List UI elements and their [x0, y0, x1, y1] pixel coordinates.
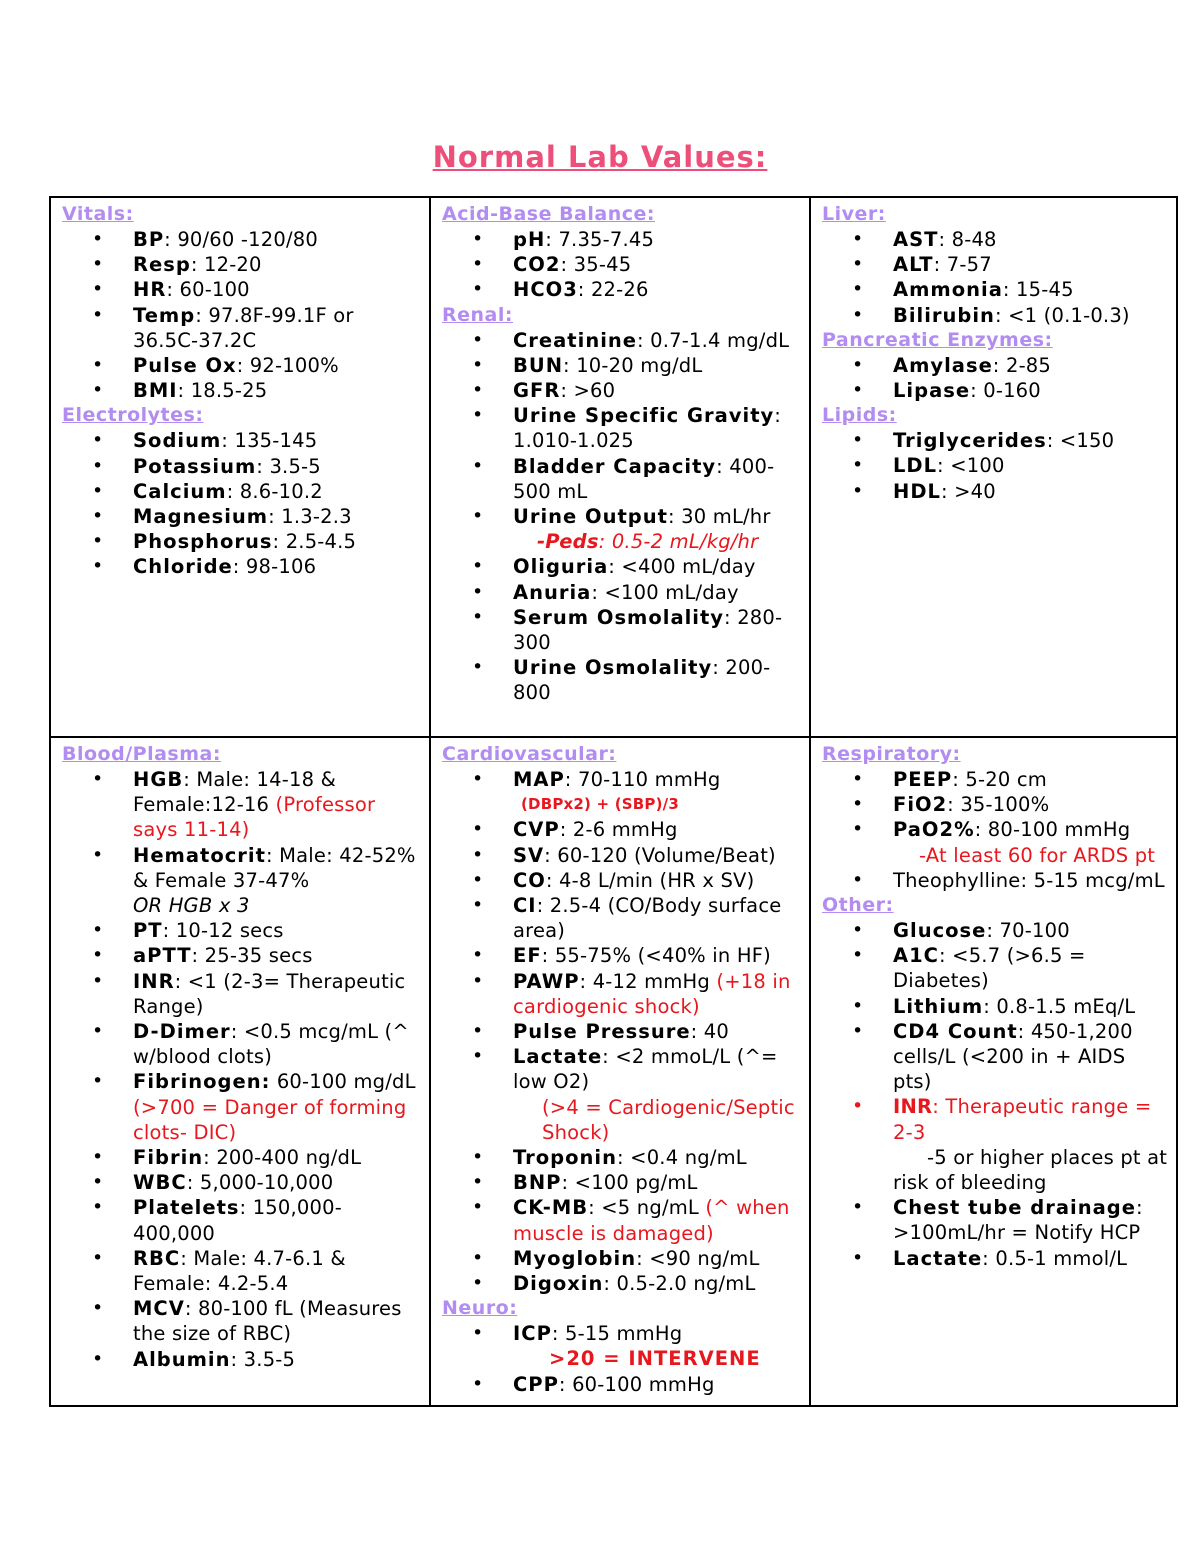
list-item: • CVP: 2-6 mmHg: [442, 817, 801, 842]
liver-lipids-cell: [810, 197, 1177, 737]
list-item: • Bladder Capacity: 400-500 mL: [442, 454, 801, 504]
pancreatic-heading: Pancreatic Enzymes:: [822, 328, 1053, 351]
list-item: • Temp: 97.8F-99.1F or 36.5C-37.2C: [62, 303, 421, 353]
peds-note: -Peds: 0.5-2 mL/kg/hr: [537, 530, 759, 554]
list-item: • BP: 90/60 -120/80: [62, 227, 421, 252]
list-item: • MAP: 70-110 mmHg (DBPx2) + (SBP)/3: [442, 767, 801, 817]
list-item: • CPP: 60-100 mmHg: [442, 1372, 801, 1397]
vitals-electrolytes-cell: [50, 197, 430, 737]
neuro-list: [442, 1321, 801, 1397]
list-item: • BUN: 10-20 mg/dL: [442, 353, 801, 378]
list-item: • Troponin: <0.4 ng/mL: [442, 1145, 801, 1170]
list-item: • INR: <1 (2-3= Therapeutic Range): [62, 969, 421, 1019]
list-item: • Lactate: 0.5-1 mmol/L: [822, 1246, 1168, 1271]
list-item: • Chest tube drainage: >100mL/hr = Notify HCP: [822, 1195, 1168, 1245]
cardio-list: [442, 767, 801, 1296]
list-item: • EF: 55-75% (<40% in HF): [442, 943, 801, 968]
list-item: • BNP: <100 pg/mL: [442, 1170, 801, 1195]
list-item: • Lipase: 0-160: [822, 378, 1168, 403]
list-item: • LDL: <100: [822, 453, 1168, 478]
list-item: • CI: 2.5-4 (CO/Body surface area): [442, 893, 801, 943]
list-item: • Fibrin: 200-400 ng/dL: [62, 1145, 421, 1170]
list-item: • INR: Therapeutic range = 2-3 -5 or higher places pt at risk of bleeding: [822, 1094, 1168, 1195]
acid-base-renal-cell: [430, 197, 810, 737]
other-heading: Other:: [822, 894, 894, 917]
cardio-neuro-cell: [430, 737, 810, 1406]
list-item: • MCV: 80-100 fL (Measures the size of RBC): [62, 1296, 421, 1346]
list-item: • Lithium: 0.8-1.5 mEq/L: [822, 994, 1168, 1019]
list-item: • RBC: Male: 4.7-6.1 & Female: 4.2-5.4: [62, 1246, 421, 1296]
list-item: • GFR: >60: [442, 378, 801, 403]
electrolytes-heading: Electrolytes:: [62, 404, 204, 427]
list-item: • HCO3: 22-26: [442, 277, 801, 302]
list-item: • AST: 8-48: [822, 227, 1168, 252]
list-item: • PEEP: 5-20 cm: [822, 767, 1168, 792]
list-item: • Oliguria: <400 mL/day: [442, 554, 801, 579]
list-item: • Hematocrit: Male: 42-52% & Female 37-47% OR HGB x 3: [62, 843, 421, 919]
list-item: • ICP: 5-15 mmHg >20 = INTERVENE: [442, 1321, 801, 1371]
list-item: • Ammonia: 15-45: [822, 277, 1168, 302]
list-item: • Potassium: 3.5-5: [62, 454, 421, 479]
list-item: • PT: 10-12 secs: [62, 918, 421, 943]
list-item: • SV: 60-120 (Volume/Beat): [442, 843, 801, 868]
list-item: • Urine Output: 30 mL/hr -Peds: 0.5-2 mL/kg/hr: [442, 504, 801, 554]
vitals-list: [62, 227, 421, 403]
liver-list: [822, 227, 1168, 328]
list-item: • Phosphorus: 2.5-4.5: [62, 529, 421, 554]
list-item: • FiO2: 35-100%: [822, 792, 1168, 817]
liver-heading: Liver:: [822, 203, 886, 225]
acid-base-heading: Acid-Base Balance:: [442, 203, 655, 225]
list-item: • Bilirubin: <1 (0.1-0.3): [822, 303, 1168, 328]
list-item: • Albumin: 3.5-5: [62, 1347, 421, 1372]
lipids-heading: Lipids:: [822, 404, 897, 427]
list-item: • Urine Osmolality: 200-800: [442, 655, 801, 705]
list-item: • aPTT: 25-35 secs: [62, 943, 421, 968]
list-item: • Urine Specific Gravity: 1.010-1.025: [442, 403, 801, 453]
list-item: • Chloride: 98-106: [62, 554, 421, 579]
list-item: • Fibrinogen: 60-100 mg/dL (>700 = Danger of forming clots- DIC): [62, 1069, 421, 1145]
list-item: • Pulse Ox: 92-100%: [62, 353, 421, 378]
list-item: • Pulse Pressure: 40: [442, 1019, 801, 1044]
list-item: • PaO2%: 80-100 mmHg -At least 60 for ARDS pt: [822, 817, 1168, 867]
list-item: • Digoxin: 0.5-2.0 ng/mL: [442, 1271, 801, 1296]
vitals-heading: Vitals:: [62, 203, 134, 225]
list-item: • HR: 60-100: [62, 277, 421, 302]
list-item: • WBC: 5,000-10,000: [62, 1170, 421, 1195]
list-item: • CO2: 35-45: [442, 252, 801, 277]
list-item: • ALT: 7-57: [822, 252, 1168, 277]
list-item: • Lactate: <2 mmoL/L (^= low O2) (>4 = Cardiogenic/Septic Shock): [442, 1044, 801, 1145]
lipids-list: [822, 428, 1168, 504]
list-item: • CD4 Count: 450-1,200 cells/L (<200 in + AIDS pts): [822, 1019, 1168, 1095]
list-item: • Serum Osmolality: 280-300: [442, 605, 801, 655]
electrolytes-list: [62, 428, 421, 579]
resp-list: [822, 767, 1168, 893]
resp-other-cell: [810, 737, 1177, 1406]
page-title: Normal Lab Values:: [432, 140, 768, 174]
neuro-heading: Neuro:: [442, 1297, 518, 1320]
blood-heading: Blood/Plasma:: [62, 743, 221, 765]
list-item: • Triglycerides: <150: [822, 428, 1168, 453]
list-item: • pH: 7.35-7.45: [442, 227, 801, 252]
list-item: • HGB: Male: 14-18 & Female:12-16 (Professor says 11-14): [62, 767, 421, 843]
list-item: • Resp: 12-20: [62, 252, 421, 277]
list-item: • BMI: 18.5-25: [62, 378, 421, 403]
list-item: • Platelets: 150,000-400,000: [62, 1195, 421, 1245]
pancreatic-list: [822, 353, 1168, 403]
list-item: • Calcium: 8.6-10.2: [62, 479, 421, 504]
list-item: • Theophylline: 5-15 mcg/mL: [822, 868, 1168, 893]
list-item: • CK-MB: <5 ng/mL (^ when muscle is damaged): [442, 1195, 801, 1245]
list-item: • Sodium: 135-145: [62, 428, 421, 453]
renal-list: [442, 328, 801, 706]
list-item: • HDL: >40: [822, 479, 1168, 504]
list-item: • D-Dimer: <0.5 mcg/mL (^ w/blood clots): [62, 1019, 421, 1069]
list-item: • CO: 4-8 L/min (HR x SV): [442, 868, 801, 893]
list-item: • Anuria: <100 mL/day: [442, 580, 801, 605]
list-item: • PAWP: 4-12 mmHg (+18 in cardiogenic shock): [442, 969, 801, 1019]
renal-heading: Renal:: [442, 303, 513, 326]
lab-values-table: [49, 196, 1178, 1407]
other-list: [822, 918, 1168, 1271]
list-item: • A1C: <5.7 (>6.5 = Diabetes): [822, 943, 1168, 993]
list-item: • Creatinine: 0.7-1.4 mg/dL: [442, 328, 801, 353]
cardio-heading: Cardiovascular:: [442, 743, 617, 765]
list-item: • Myoglobin: <90 ng/mL: [442, 1246, 801, 1271]
blood-plasma-cell: [50, 737, 430, 1406]
list-item: • Amylase: 2-85: [822, 353, 1168, 378]
acid-base-list: [442, 227, 801, 303]
resp-heading: Respiratory:: [822, 743, 961, 765]
list-item: • Glucose: 70-100: [822, 918, 1168, 943]
blood-list: [62, 767, 421, 1372]
list-item: • Magnesium: 1.3-2.3: [62, 504, 421, 529]
